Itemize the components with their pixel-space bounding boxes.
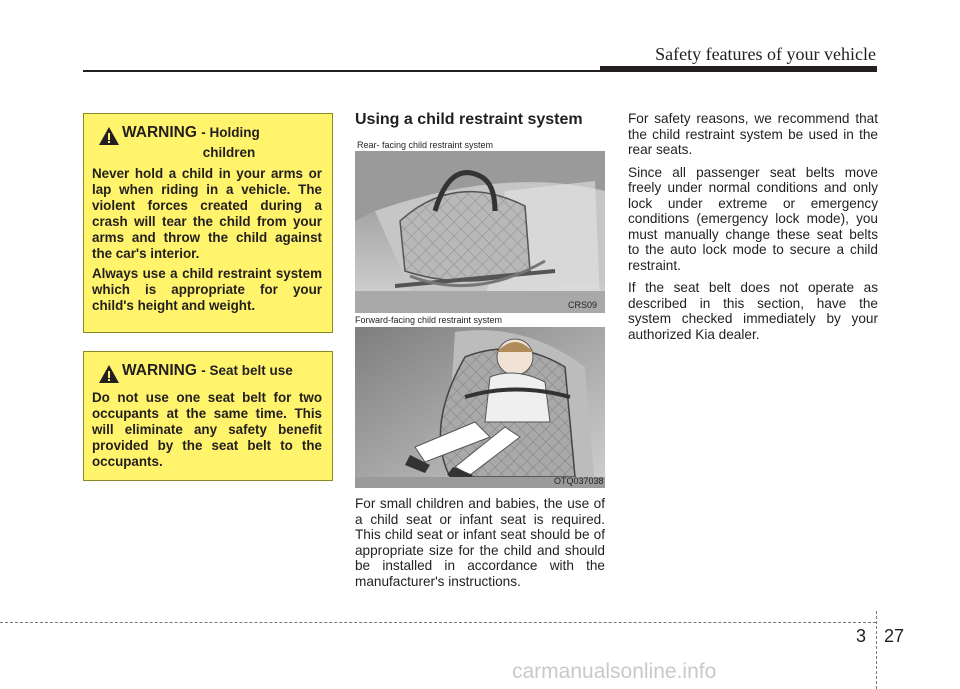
body-paragraph: If the seat belt does not operate as described in this section, have the system checked immediately by your authorized Kia dealer. xyxy=(628,280,878,342)
warning-triangle-icon xyxy=(98,126,120,146)
figure1-code: CRS09 xyxy=(568,300,598,310)
header-rule-thick xyxy=(600,66,877,71)
warning-box-holding-children xyxy=(83,113,333,333)
warning-paragraph: Do not use one seat belt for two occupants at the same time. This will eliminate any safety benefit provided by the seat belt to the occupants. xyxy=(92,390,322,469)
warning-heading xyxy=(92,363,322,381)
middle-column-text xyxy=(355,496,605,589)
warning-title xyxy=(122,125,260,141)
right-column-text xyxy=(628,111,878,349)
figure1-label: Rear- facing child restraint system xyxy=(357,140,494,150)
forward-facing-seat-illustration xyxy=(355,327,605,488)
figure2-code: OTQ037038 xyxy=(554,476,604,486)
body-paragraph: For small children and babies, the use of a child seat or infant seat is required. This child seat or infant seat should be of appropriate size for the child and should be installed in accordance with the manufacturer's instructions. xyxy=(355,496,605,589)
header-title: Safety features of your vehicle xyxy=(655,44,876,64)
warning-paragraph: Never hold a child in your arms or lap when riding in a vehicle. The violent forces created during a crash will tear the child from your arms and throw the child against the car's interior. xyxy=(92,166,322,261)
footer-rule xyxy=(0,622,876,623)
warning-paragraph: Always use a child restraint system which is appropriate for your child's height and weight. xyxy=(92,266,322,313)
figure2-label: Forward-facing child restraint system xyxy=(355,315,503,325)
body-paragraph: For safety reasons, we recommend that the child restraint system be used in the rear seats. xyxy=(628,111,878,157)
rear-facing-seat-illustration xyxy=(355,151,605,313)
body-paragraph: Since all passenger seat belts move freely under normal conditions and only lock under extreme or emergency conditions (emergency lock mode), you must manually change these seat belts to the auto lock mode to secure a child restraint. xyxy=(628,164,878,273)
chapter-number: 3 xyxy=(856,626,867,646)
warning-subheading: - Seat belt use xyxy=(201,363,293,378)
page-number: 27 xyxy=(884,626,905,646)
warning-subheading: - Holding xyxy=(201,125,260,140)
warning-label: WARNING xyxy=(122,362,197,379)
watermark: carmanualsonline.info xyxy=(512,660,717,683)
footer-divider xyxy=(876,611,877,689)
warning-label: WARNING xyxy=(122,124,197,141)
warning-heading xyxy=(92,125,322,143)
warning-title xyxy=(122,363,293,379)
warning-triangle-icon xyxy=(98,364,120,384)
warning-subheading-line2: children xyxy=(202,145,256,160)
warning-box-seat-belt-use xyxy=(83,351,333,481)
section-title: Using a child restraint system xyxy=(355,111,583,128)
